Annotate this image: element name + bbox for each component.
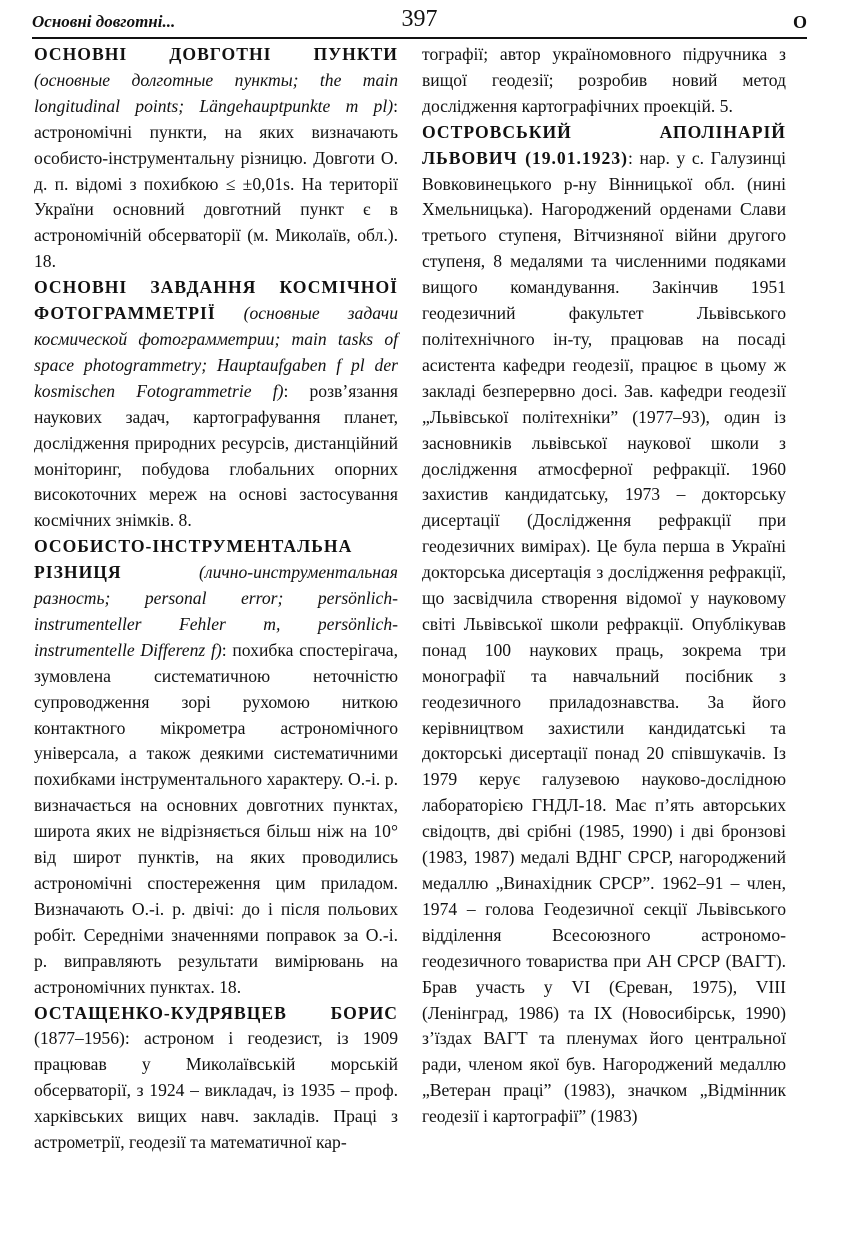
section-letter: О [792,12,807,32]
entry-headword: ОСТРОВСЬКИЙ АПОЛІНАРІЙ ЛЬВОВИЧ (19.01.1923) [422,121,786,168]
running-title: Основні довготні... [32,12,176,31]
entry-definition: : похибка спостерігача, зумовлена систематичною неточністю супроводження зорі рухомою ниткою контактного мікрометра астрономічного універсала, а також деякими систематичними похибками інструментального характеру. О.-і. р. визначається на основних довготних пунктах, широта яких не відрізняється більш ніж на 10° від широт пунктів, на яких проводились астрономічні спостереження цим приладом. Визначають О.-і. р. двічі: до і після польових робіт. Середніми значеннями поправок за О.-і. р. виправляють результати вимірювань на астрономічних пунктах. 18. [34,639,399,997]
entry-definition: тографії; автор україномовного підручника з вищої геодезії; розробив новий метод дослідження картографічних проекцій. 5. [422,44,786,116]
entry-osnovni-dovhotni-punkty [34,42,398,275]
entry-definition: (1877–1956): астроном і геодезист, із 1909 працював у Миколаївській морській обсерваторії, з 1924 – викладач, із 1935 – проф. харківських вищих навч. закладів. Праці з астрометрії, геодезії та математичної кар- [34,1028,398,1153]
entry-osobysto-instrumentalna [34,534,398,1000]
entry-definition: : астрономічні пункти, на яких визначають особисто-інструментальну різницю. Довготи О. д. п. відомі з похибкою ≤ ±0,01s. На території України основний довготний пункт є в астрономічній обсерваторії (м. Миколаїв, обл.). 18. [34,95,398,272]
page-header [32,6,807,36]
entry-continuation [422,42,786,120]
entry-headword: ОСТАЩЕНКО-КУДРЯВЦЕВ БОРИС [34,1002,398,1023]
entry-ostashchenko-kudriavtsev [34,1001,398,1156]
entry-headword: ОСНОВНІ ДОВГОТНІ ПУНКТИ [34,44,398,64]
entry-translations: (основные задачи космической фотограмметрии; main tasks of space photogrammetry; Hauptaufgaben f pl der kosmischen Fotogrammetrie f) [34,303,398,401]
right-column [422,42,786,1130]
entry-definition: : розв’язання наукових задач, картографування планет, дослідження природних ресурсів, дистанційний моніторинг, побудова глобальних опорних високоточних мереж на основі застосування космічних знімків. 8. [34,380,398,531]
entry-headword: ОСОБИСТО-ІНСТРУМЕНТАЛЬНА РІЗНИЦЯ [34,536,353,583]
header-rule [32,37,807,39]
left-column [34,42,398,1156]
entry-ostrovskyi [422,120,786,1130]
entry-translations: (основные долготные пункты; the main longitudinal points; Längehauptpunkte m pl) [34,69,398,116]
entry-translations: (лично-инструментальная разность; personal error; persönlich-instrumenteller Fehler m, persönlich-instrumentelle Differenz f) [34,562,398,660]
entry-osnovni-zavdannia [34,275,398,534]
entry-headword: ОСНОВНІ ЗАВДАННЯ КОСМІЧНОЇ ФОТОГРАММЕТРІЇ [34,277,398,324]
page-number: 397 [401,6,438,32]
entry-definition: : нар. у с. Галузинці Вовковинецького р-ну Вінницької обл. (нині Хмельницька). Нагороджений орденами Слави третього ступеня, Вітчизняної війни другого ступеня, 8 медалями та численними подяками вищого командування. Закінчив 1951 геодезичний факультет Львівського політехнічного ін-ту, працював на посаді асистента кафедри геодезії, працює в цьому ж закладі безперервно досі. Зав. кафедри геодезії „Львівської політехніки” (1977–93), один із засновників львівської наукової школи з дослідження атмосферної рефракції. 1960 захистив кандидатську, 1973 – докторську дисертації (Дослідження рефракції при геодезичних вимірах). Це була перша в Україні докторська дисертація з дослідження рефракції, що засвідчила створення відомої у науковому світі Львівської школи рефракції. Опублікував понад 100 наукових праць, зокрема три монографії та навчальний посібник з геодезичного приладознавства. За його керівництвом захистили кандидатські та докторські дисертації понад 20 співшукачів. Із 1979 керує галузевою науково-дослідною лабораторією ГНДЛ-18. Має п’ять авторських свідоцтв, дві срібні (1985, 1990) і дві бронзові (1983, 1987) медалі ВДНГ СРСР, нагороджений медаллю „Винахідник СРСР”. 1962–91 – член, 1974 – голова Геодезичної секції Львівського відділення Всесоюзного астрономо-геодезичного товариства при АН СРСР (ВАГТ). Брав участь у VI (Єреван, 1975), VIII (Ленінград, 1986) та IX (Новосибірськ, 1990) з’їздах ВАГТ та пленумах його центральної ради, членом якої був. Нагороджений медаллю „Ветеран праці” (1983), значком „Відмінник геодезії і картографії” (1983) [422,147,787,1127]
